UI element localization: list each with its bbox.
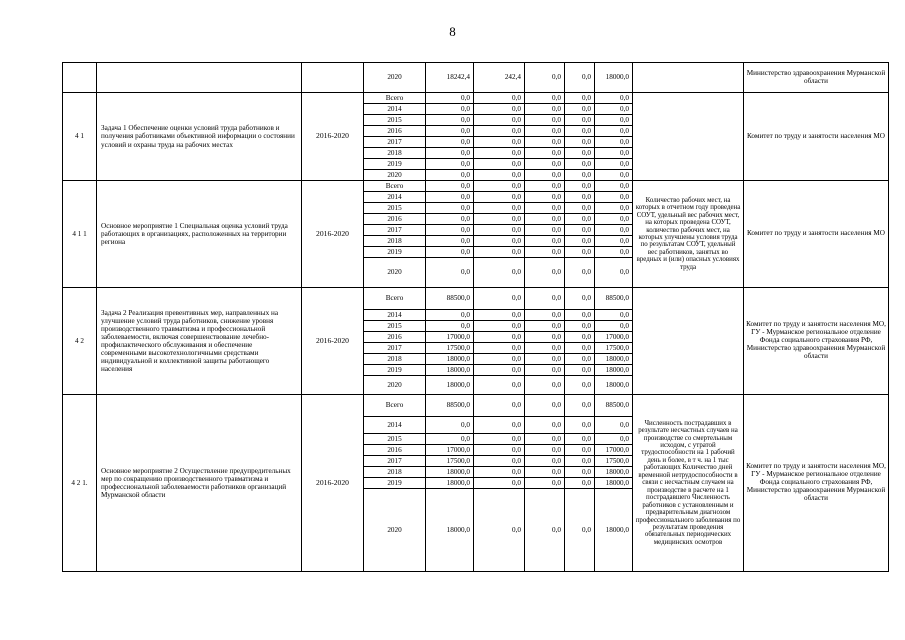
value-cell: 0,0: [474, 93, 525, 104]
year-cell: 2014: [364, 417, 426, 434]
value-cell: 0,0: [474, 236, 525, 247]
value-cell: 0,0: [525, 203, 565, 214]
value-cell: 0,0: [595, 203, 633, 214]
year-cell: 2015: [364, 115, 426, 126]
value-cell: 0,0: [426, 247, 474, 258]
value-cell: 0,0: [525, 126, 565, 137]
value-cell: 18000,0: [595, 478, 633, 489]
value-cell: 0,0: [595, 181, 633, 192]
value-cell: 0,0: [595, 104, 633, 115]
row-code: 4 1: [63, 93, 97, 181]
value-cell: 0,0: [565, 170, 595, 181]
value-cell: 0,0: [525, 478, 565, 489]
value-cell: 0,0: [565, 395, 595, 417]
row-indicator: [633, 93, 744, 181]
value-cell: 0,0: [474, 170, 525, 181]
value-cell: 0,0: [426, 192, 474, 203]
value-cell: 0,0: [565, 258, 595, 288]
value-cell: 17500,0: [426, 343, 474, 354]
value-cell: 18000,0: [426, 478, 474, 489]
value-cell: 0,0: [426, 417, 474, 434]
value-cell: 18000,0: [426, 467, 474, 478]
value-cell: 0,0: [474, 115, 525, 126]
value-cell: 17000,0: [595, 332, 633, 343]
year-cell: 2019: [364, 365, 426, 376]
value-cell: 0,0: [474, 343, 525, 354]
year-cell: 2019: [364, 478, 426, 489]
value-cell: 0,0: [565, 365, 595, 376]
value-cell: 0,0: [525, 417, 565, 434]
value-cell: 0,0: [474, 104, 525, 115]
value-cell: 0,0: [525, 159, 565, 170]
value-cell: 0,0: [565, 203, 595, 214]
year-cell: 2020: [364, 63, 426, 93]
year-cell: 2020: [364, 489, 426, 572]
year-cell: 2018: [364, 236, 426, 247]
value-cell: 0,0: [474, 489, 525, 572]
value-cell: 0,0: [525, 467, 565, 478]
value-cell: 18000,0: [595, 63, 633, 93]
value-cell: 0,0: [525, 148, 565, 159]
year-cell: 2015: [364, 434, 426, 445]
row-executor: Комитет по труду и занятости населения МО, ГУ - Мурманское региональное отделение Фонда социального страхования РФ, Министерство здравоохранения Мурманской области: [744, 288, 889, 395]
row-executor: Комитет по труду и занятости населения МО, ГУ - Мурманское региональное отделение Фонда социального страхования РФ, Министерство здравоохранения Мурманской области: [744, 395, 889, 572]
value-cell: 18000,0: [595, 365, 633, 376]
value-cell: 0,0: [426, 258, 474, 288]
value-cell: 0,0: [565, 104, 595, 115]
value-cell: 0,0: [525, 214, 565, 225]
table-body: [63, 63, 889, 572]
row-name: Задача 2 Реализация превентивных мер, направленных на улучшение условий труда работников, снижение уровня производственного травматизма и профессиональной заболеваемости, включая совершенствование лечебно-профилактического обслуживания и обеспечение современными высокотехнологичными средствами индивидуальной и коллективной защиты работающего населения: [97, 288, 302, 395]
value-cell: 0,0: [474, 225, 525, 236]
value-cell: 18000,0: [595, 489, 633, 572]
value-cell: 0,0: [565, 63, 595, 93]
table-row: [63, 93, 889, 104]
program-table: [62, 62, 889, 572]
year-cell: 2014: [364, 192, 426, 203]
value-cell: 0,0: [426, 170, 474, 181]
value-cell: 0,0: [565, 376, 595, 395]
year-cell: 2017: [364, 225, 426, 236]
year-cell: 2017: [364, 456, 426, 467]
value-cell: 88500,0: [426, 288, 474, 310]
value-cell: 18000,0: [595, 376, 633, 395]
value-cell: 0,0: [426, 214, 474, 225]
value-cell: 0,0: [426, 225, 474, 236]
value-cell: 0,0: [565, 137, 595, 148]
value-cell: 0,0: [426, 159, 474, 170]
year-cell: 2014: [364, 104, 426, 115]
value-cell: 0,0: [525, 354, 565, 365]
value-cell: 0,0: [595, 137, 633, 148]
value-cell: 0,0: [525, 489, 565, 572]
value-cell: 0,0: [474, 445, 525, 456]
value-cell: 0,0: [474, 395, 525, 417]
value-cell: 0,0: [474, 365, 525, 376]
value-cell: 0,0: [595, 225, 633, 236]
value-cell: 0,0: [595, 192, 633, 203]
year-cell: 2016: [364, 445, 426, 456]
value-cell: 0,0: [426, 321, 474, 332]
value-cell: 0,0: [565, 467, 595, 478]
value-cell: 0,0: [474, 456, 525, 467]
value-cell: 0,0: [474, 181, 525, 192]
value-cell: 0,0: [525, 247, 565, 258]
value-cell: 0,0: [426, 104, 474, 115]
year-cell: Всего: [364, 93, 426, 104]
value-cell: 0,0: [525, 288, 565, 310]
year-cell: 2017: [364, 137, 426, 148]
value-cell: 0,0: [565, 417, 595, 434]
row-name: Основное мероприятие 2 Осуществление предупредительных мер по сокращению производственного травматизма и профессиональной заболеваемости работников организаций Мурманской области: [97, 395, 302, 572]
value-cell: 0,0: [474, 478, 525, 489]
value-cell: 0,0: [565, 288, 595, 310]
value-cell: 17500,0: [426, 456, 474, 467]
value-cell: 0,0: [426, 148, 474, 159]
value-cell: 0,0: [565, 321, 595, 332]
value-cell: 0,0: [565, 126, 595, 137]
value-cell: 0,0: [565, 332, 595, 343]
value-cell: 0,0: [525, 137, 565, 148]
value-cell: 0,0: [565, 434, 595, 445]
row-indicator: [633, 63, 744, 93]
value-cell: 17000,0: [595, 445, 633, 456]
value-cell: 0,0: [565, 236, 595, 247]
row-period: 2016-2020: [302, 181, 364, 288]
row-executor: Комитет по труду и занятости населения МО: [744, 93, 889, 181]
value-cell: 0,0: [525, 310, 565, 321]
value-cell: 0,0: [474, 332, 525, 343]
row-code: 4 2 1.: [63, 395, 97, 572]
value-cell: 0,0: [474, 467, 525, 478]
table-row: [63, 63, 889, 93]
value-cell: 0,0: [525, 63, 565, 93]
value-cell: 0,0: [426, 181, 474, 192]
row-indicator: [633, 288, 744, 395]
value-cell: 0,0: [474, 310, 525, 321]
value-cell: 0,0: [565, 214, 595, 225]
year-cell: 2018: [364, 354, 426, 365]
value-cell: 0,0: [565, 159, 595, 170]
value-cell: 0,0: [426, 126, 474, 137]
row-name: Основное мероприятие 1 Специальная оценка условий труда работающих в организациях, расположенных на территории региона: [97, 181, 302, 288]
value-cell: 0,0: [565, 225, 595, 236]
year-cell: 2015: [364, 203, 426, 214]
value-cell: 0,0: [426, 115, 474, 126]
row-executor: Комитет по труду и занятости населения МО: [744, 181, 889, 288]
value-cell: 0,0: [525, 225, 565, 236]
value-cell: 0,0: [474, 148, 525, 159]
value-cell: 0,0: [595, 214, 633, 225]
row-indicator: Численность пострадавших в результате несчастных случаев на производстве со смертельным исходом, с утратой трудоспособности на 1 рабочий день и более, в т ч. на 1 тыс работающих Количество дней временной нетрудоспособности в связи с несчастным случаем на производстве в расчете на 1 пострадавшего Численность работников с установленным и предварительным диагнозом профессионального заболевания по результатам проведения обязательных периодических медицинских осмотров: [633, 395, 744, 572]
value-cell: 18000,0: [426, 489, 474, 572]
value-cell: 17000,0: [426, 332, 474, 343]
value-cell: 0,0: [525, 236, 565, 247]
value-cell: 0,0: [565, 489, 595, 572]
value-cell: 0,0: [525, 104, 565, 115]
value-cell: 0,0: [525, 258, 565, 288]
row-period: [302, 63, 364, 93]
row-name: Задача 1 Обеспечение оценки условий труда работников и получения работниками объективной информации о состоянии условий и охраны труда на рабочих местах: [97, 93, 302, 181]
year-cell: 2019: [364, 159, 426, 170]
value-cell: 0,0: [426, 137, 474, 148]
table-row: [63, 181, 889, 192]
row-period: 2016-2020: [302, 395, 364, 572]
value-cell: 0,0: [525, 170, 565, 181]
value-cell: 0,0: [565, 115, 595, 126]
value-cell: 88500,0: [595, 395, 633, 417]
value-cell: 0,0: [595, 258, 633, 288]
value-cell: 18000,0: [595, 354, 633, 365]
value-cell: 0,0: [474, 203, 525, 214]
value-cell: 0,0: [426, 434, 474, 445]
value-cell: 0,0: [595, 434, 633, 445]
value-cell: 0,0: [595, 247, 633, 258]
value-cell: 17500,0: [595, 456, 633, 467]
value-cell: 0,0: [474, 434, 525, 445]
value-cell: 0,0: [595, 148, 633, 159]
page-number: 8: [449, 24, 456, 39]
value-cell: 18000,0: [595, 467, 633, 478]
year-cell: 2016: [364, 214, 426, 225]
value-cell: 0,0: [474, 247, 525, 258]
value-cell: 0,0: [474, 321, 525, 332]
value-cell: 0,0: [595, 159, 633, 170]
value-cell: 18242,4: [426, 63, 474, 93]
value-cell: 0,0: [565, 478, 595, 489]
value-cell: 0,0: [565, 343, 595, 354]
value-cell: 0,0: [525, 434, 565, 445]
value-cell: 0,0: [474, 258, 525, 288]
value-cell: 0,0: [595, 236, 633, 247]
value-cell: 88500,0: [426, 395, 474, 417]
value-cell: 0,0: [565, 354, 595, 365]
row-code: 4 2: [63, 288, 97, 395]
value-cell: 0,0: [565, 148, 595, 159]
value-cell: 0,0: [426, 310, 474, 321]
value-cell: 0,0: [595, 310, 633, 321]
value-cell: 0,0: [525, 192, 565, 203]
value-cell: 0,0: [525, 445, 565, 456]
row-period: 2016-2020: [302, 93, 364, 181]
value-cell: 18000,0: [426, 376, 474, 395]
value-cell: 18000,0: [426, 365, 474, 376]
value-cell: 0,0: [595, 126, 633, 137]
value-cell: 0,0: [525, 321, 565, 332]
year-cell: 2020: [364, 376, 426, 395]
value-cell: 17000,0: [426, 445, 474, 456]
year-cell: 2016: [364, 332, 426, 343]
year-cell: 2017: [364, 343, 426, 354]
value-cell: 0,0: [525, 115, 565, 126]
year-cell: 2018: [364, 467, 426, 478]
value-cell: 0,0: [525, 395, 565, 417]
year-cell: Всего: [364, 395, 426, 417]
value-cell: 0,0: [595, 170, 633, 181]
row-executor: Министерство здравоохранения Мурманской области: [744, 63, 889, 93]
row-indicator: Количество рабочих мест, на которых в отчетном году проведена СОУТ, удельный вес рабочих мест, на которых проведена СОУТ, количество рабочих мест, на которых улучшены условия труда по результатам СОУТ, удельный вес работников, занятых во вредных и (или) опасных условиях труда: [633, 181, 744, 288]
year-cell: 2014: [364, 310, 426, 321]
value-cell: 242,4: [474, 63, 525, 93]
value-cell: 0,0: [595, 417, 633, 434]
value-cell: 0,0: [474, 354, 525, 365]
year-cell: Всего: [364, 288, 426, 310]
value-cell: 0,0: [525, 93, 565, 104]
value-cell: 0,0: [474, 376, 525, 395]
value-cell: 0,0: [595, 115, 633, 126]
year-cell: Всего: [364, 181, 426, 192]
value-cell: 0,0: [565, 445, 595, 456]
value-cell: 0,0: [474, 214, 525, 225]
value-cell: 0,0: [565, 181, 595, 192]
value-cell: 0,0: [474, 159, 525, 170]
value-cell: 0,0: [565, 192, 595, 203]
value-cell: 0,0: [525, 365, 565, 376]
value-cell: 88500,0: [595, 288, 633, 310]
value-cell: 0,0: [565, 456, 595, 467]
row-code: 4 1 1: [63, 181, 97, 288]
value-cell: 0,0: [426, 203, 474, 214]
year-cell: 2018: [364, 148, 426, 159]
table-row: [63, 395, 889, 417]
row-name: [97, 63, 302, 93]
value-cell: 17500,0: [595, 343, 633, 354]
row-period: 2016-2020: [302, 288, 364, 395]
value-cell: 0,0: [474, 192, 525, 203]
value-cell: 0,0: [426, 93, 474, 104]
table-row: [63, 288, 889, 310]
value-cell: 0,0: [565, 93, 595, 104]
year-cell: 2019: [364, 247, 426, 258]
value-cell: 0,0: [525, 181, 565, 192]
value-cell: 0,0: [595, 321, 633, 332]
value-cell: 0,0: [595, 93, 633, 104]
year-cell: 2016: [364, 126, 426, 137]
value-cell: 0,0: [525, 332, 565, 343]
value-cell: 0,0: [474, 417, 525, 434]
value-cell: 0,0: [565, 310, 595, 321]
value-cell: 18000,0: [426, 354, 474, 365]
value-cell: 0,0: [474, 137, 525, 148]
value-cell: 0,0: [474, 288, 525, 310]
value-cell: 0,0: [525, 376, 565, 395]
row-code: [63, 63, 97, 93]
value-cell: 0,0: [474, 126, 525, 137]
value-cell: 0,0: [525, 343, 565, 354]
year-cell: 2020: [364, 170, 426, 181]
year-cell: 2020: [364, 258, 426, 288]
value-cell: 0,0: [565, 247, 595, 258]
value-cell: 0,0: [426, 236, 474, 247]
year-cell: 2015: [364, 321, 426, 332]
value-cell: 0,0: [525, 456, 565, 467]
